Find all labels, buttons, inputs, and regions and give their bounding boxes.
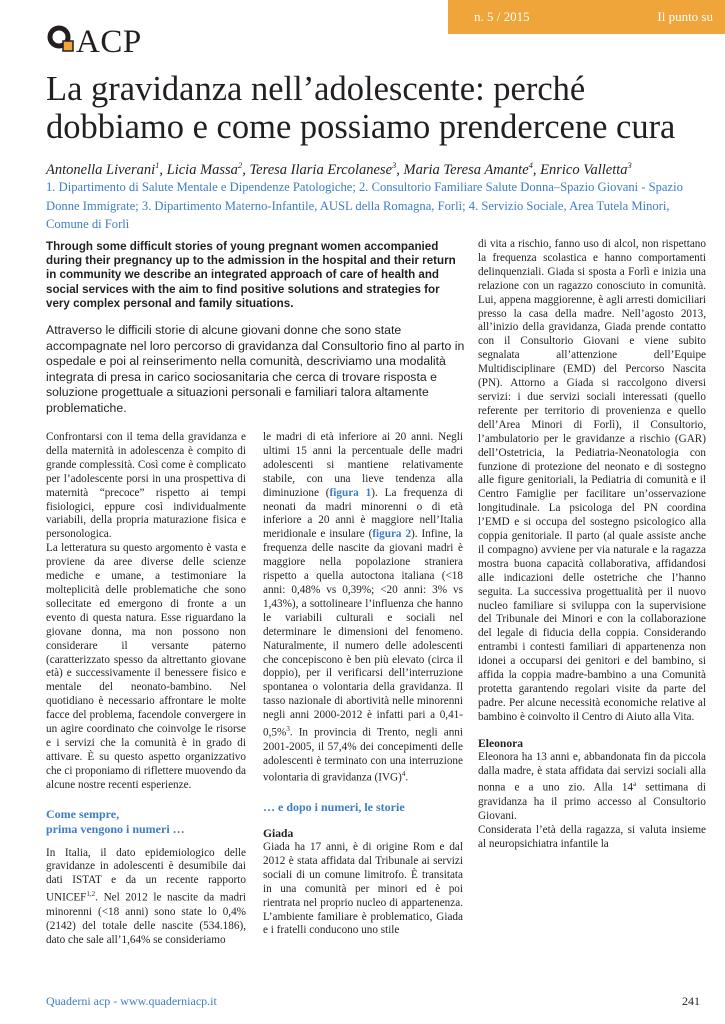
- citation-sup: 1,2: [86, 890, 96, 899]
- author-name: Licia Massa: [166, 161, 238, 178]
- section-heading: … e dopo i numeri, le storie: [263, 800, 405, 815]
- affiliations: 1. Dipartimento di Salute Mentale e Dipendenze Patologiche; 2. Consultorio Familiare Salute Donna–Spazio Giovani - Spazio Donne Immigrate; 3. Dipartimento Materno-Infantile, AUSL della Romagna, Forlì; 4. Servizio Sociale, Area Tutela Minori, Comune di Forlì: [46, 180, 683, 231]
- page-number: 241: [682, 994, 700, 1008]
- paragraph: [478, 751, 706, 824]
- case-title: Giada: [263, 827, 294, 841]
- author-affil-sup: 2: [237, 160, 243, 170]
- abstract-italian: Attraverso le difficili storie di alcune giovani donne che sono state accompagnate nel loro percorso di gravidanza dal Consultorio fino al parto in ospedale e poi al reinserimento nella comunità, descriviamo una modalità integrata di presa in carico sociosanitaria che cerca di trovare risposta e soluzione progettuale a situazioni personali e familiari talora altamente problematiche.: [46, 323, 465, 415]
- text-run: .: [405, 772, 409, 785]
- acp-logo: [46, 22, 156, 62]
- author-name: Enrico Valletta: [540, 161, 628, 178]
- author-name: Maria Teresa Amante: [403, 161, 529, 178]
- paragraph: Confrontarsi con il tema della gravidanza e della maternità in adolescenza è compito di grande complessità. Così come è complicato per l’adolescente porsi in una prospettiva di maternità “precoce” rispetto ai tempi fisiologici, eppure così individualmente variabili, della propria maturazione fisica e personologica.: [46, 431, 246, 541]
- section-label: Il punto su: [657, 9, 713, 24]
- section-heading-line: prima vengono i numeri …: [46, 821, 185, 836]
- article-title: La gravidanza nell’adolescente: perché dobbiamo e come possiamo prendercene cura: [46, 70, 676, 146]
- citation-sup: 3: [286, 725, 290, 734]
- author-sep: ,: [532, 161, 541, 178]
- author-sep: ,: [159, 161, 167, 178]
- author-affil-sup: 3: [627, 160, 632, 170]
- text-run: ). Infine, la frequenza delle nascite da giovani madri è maggiore nella popolazione straniera rispetto a quella autoctona italiana (<18 anni: 0,48% vs 0,39%; <20 anni: 3% vs 1,43%), a sottolineare l’influenza che hanno le variabili culturali e sociali nel determinare le dimensioni del fenomeno. Naturalmente, il numero delle adolescenti che concepiscono è ben più elevato (circa il doppio), per il verificarsi dell’interruzione spontanea o volontaria della gravidanza. Il tasso nazionale di abortività nelle minorenni negli anni 2000-2012 è infatti pari a 0,41-0,5%: [263, 528, 463, 739]
- logo-mark-icon: [46, 24, 76, 54]
- footer-journal-link[interactable]: Quaderni acp - www.quaderniacp.it: [46, 994, 217, 1008]
- citation-sup: 4: [401, 770, 406, 779]
- author-name: Teresa Ilaria Ercolanese: [249, 161, 393, 178]
- body-column-3: [478, 238, 706, 852]
- issue-number: n. 5 / 2015: [474, 9, 530, 24]
- paragraph: [263, 431, 463, 786]
- logo-text: ACP: [76, 24, 142, 60]
- body-column-1: [46, 431, 246, 948]
- author-name: Antonella Liverani: [46, 161, 156, 178]
- case-title: Eleonora: [478, 736, 524, 750]
- text-run: In Italia, il dato epidemiologico delle gravidanze in adolescenti è desumibile dai dati ISTAT e da un recente rapporto UNICEF: [46, 846, 246, 905]
- author-list: [46, 156, 706, 180]
- text-run: le madri di età inferiore ai 20 anni. Negli ultimi 15 anni la percentuale delle madri adolescenti si mantiene relativamente stabile, con una lieve tendenza alla diminuzione (: [263, 431, 463, 499]
- paragraph: [46, 847, 246, 948]
- author-sep: ,: [396, 161, 404, 178]
- abstract-english: Through some difficult stories of young pregnant women accompanied during their pregnancy up to the admission in the hospital and their return in community we describe an integrated approach of care of health and social services with the aim to find positive solutions and strategies for very complex personal and family situations.: [46, 240, 456, 310]
- author-sep: ,: [242, 161, 250, 178]
- header-bar: [448, 0, 725, 34]
- text-run: ). La frequenza di neonati da madri minorenni o di età inferiore a 20 anni è maggiore nell’Italia meridionale e insulare (: [263, 486, 463, 541]
- text-run: . In provincia di Trento, negli anni 2001-2005, il 57,4% dei concepimenti delle adolescenti è terminato con una interruzione volontaria di gravidanza (IVG): [263, 726, 463, 785]
- section-heading: [46, 807, 246, 837]
- figure-1-link[interactable]: figura 1: [329, 486, 372, 499]
- paragraph: di vita a rischio, fanno uso di alcol, non rispettano la frequenza scolastica e hanno comportamenti delinquenziali. Giada si sposta a Forlì e inizia una relazione con un ragazzo conosciuto in comunità. Lui, appena maggiorenne, è agli arresti domiciliari presso la casa della madre. Nell’agosto 2013, all’inizio della gravidanza, Giada prende contatto con il Consultorio Giovani e viene subito segnalata all’attenzione dell’Equipe Multidisciplinare (EMD) del Percorso Nascita (PN). Attorno a Giada si raccolgono diversi servizi: i due servizi sociali interessati (quello referente per territorio di provenienza e quello dell’Area Minori di Forlì), il Consultorio, l’ambulatorio per le gravidanze a rischio (GAR) dell’Ostetricia, la Pediatria-Neonatologia con funzione di protezione del neonato e di sostegno alle figure genitoriali, la Pediatria di comunità e il Centro Famiglie per facilitare un’osservazione longitudinale. La psicologa del PN coordina l’EMD e si occupa del sostegno psicologico alla coppia genitoriale. Il parto (al quale assiste anche il compagno) avviene per via naturale e la ragazza mostra buona capacità collaborativa, affidandosi alle indicazioni delle ostetriche che l’hanno seguita. La successiva progettualità per il nuovo nucleo familiare si sviluppa con la supervisione del Tribunale dei Minori e con la collaborazione del legale di fiducia della coppia. Considerando entrambi i contesti familiari di appartenenza non idonei a occuparsi dei genitori e del bambino, si affida la coppia madre-bambino a una Comunità protetta garantendo regolari visite da parte del padre. Per alcune necessità economiche relative al bambino è coinvolto il Centro di Aiuto alla Vita.: [478, 238, 706, 723]
- text-run: Eleonora ha 13 anni e, abbandonata fin da piccola dalla madre, è stata affidata dai servizi sociali alla nonna e a uno zio. Alla 14: [478, 750, 706, 795]
- paragraph: La letteratura su questo argomento è vasta e proviene da aree diverse delle scienze mediche e umane, a testimoniare la molteplicità delle problematiche che sono sollecitate ed emergono di fronte a un evento di questa natura. Esse riguardano la giovane donna, ma non possono non considerare il versante paterno (caratterizzato spesso da altrettanto giovane età) e successivamente il benessere fisico e mentale del neonato-bambino. Nel quotidiano è necessario affrontare le molte facce del problema, facendole convergere in un agire coordinato che coinvolge le risorse e i servizi che la comunità è in grado di attivare. È su questo aspetto organizzativo che ci proponiamo di riflettere muovendo da alcune nostre recenti esperienze.: [46, 542, 246, 791]
- text-run: . Nel 2012 le nascite da madri minorenni (<18 anni) sono state lo 0,4% (2142) del totale delle nascite (534.186), dato che sale all’1,64% se consideriamo: [46, 892, 246, 946]
- author-affil-sup: 3: [392, 160, 397, 170]
- author-affil-sup: 1: [155, 160, 160, 170]
- paragraph: Giada ha 17 anni, è di origine Rom e dal 2012 è stata affidata dal Tribunale ai servizi sociali di un comune limitrofo. È transitata in una comunità per minori ed è poi rientrata nel proprio nucleo di appartenenza. L’ambiente familiare è problematico, Giada e i fratelli conducono uno stile: [263, 841, 463, 937]
- paragraph: Considerata l’età della ragazza, si valuta insieme al neuropsichiatra infantile la: [478, 823, 706, 850]
- text-run: settimana di gravidanza ha il primo accesso al Consultorio Giovani.: [478, 782, 706, 822]
- author-affil-sup: 4: [528, 160, 533, 170]
- section-heading-line: Come sempre,: [46, 806, 120, 821]
- ordinal-sup: a: [633, 780, 637, 789]
- body-column-2: [263, 431, 463, 938]
- figure-2-link[interactable]: figura 2: [372, 528, 412, 541]
